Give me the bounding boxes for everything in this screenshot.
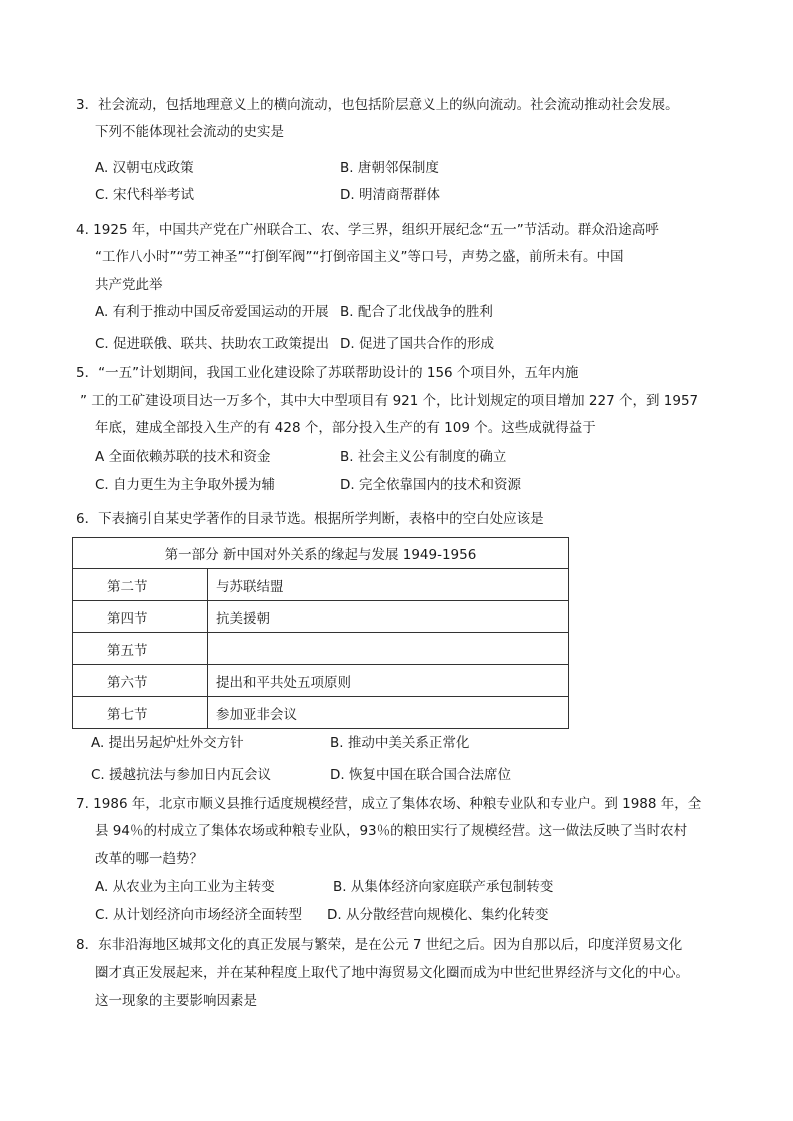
section-number: 第六节: [73, 665, 208, 697]
table-of-contents: [72, 537, 569, 729]
q3-option-d: D. 明清商帮群体: [340, 187, 440, 203]
q7-stem-line-2: 县 94％的村成立了集体农场或种粮专业队，93％的粮田实行了规模经营。这一做法反映了当时农村: [95, 823, 688, 839]
q3-stem-line-1: 3．社会流动，包括地理意义上的横向流动，也包括阶层意义上的纵向流动。社会流动推动社会发展。: [76, 97, 679, 113]
section-number: 第五节: [73, 633, 208, 665]
q7-option-a: A. 从农业为主向工业为主转变: [95, 879, 275, 895]
q6-option-a: A. 提出另起炉灶外交方针: [91, 735, 244, 751]
table-row: [73, 665, 569, 697]
q5-stem-line-1: 5．“一五”计划期间，我国工业化建设除了苏联帮助设计的 156 个项目外，五年内施: [76, 365, 579, 381]
section-title: 参加亚非会议: [208, 697, 569, 729]
q3-stem-line-2: 下列不能体现社会流动的史实是: [95, 124, 284, 140]
q8-stem-line-1: 8．东非沿海地区城邦文化的真正发展与繁荣，是在公元 7 世纪之后。因为自那以后，印度洋贸易文化: [76, 937, 683, 953]
table-title: 第一部分 新中国对外关系的缘起与发展 1949-1956: [73, 538, 569, 569]
section-number: 第二节: [73, 569, 208, 601]
section-title: 抗美援朝: [208, 601, 569, 633]
q6-option-c: C. 援越抗法与参加日内瓦会议: [91, 767, 272, 783]
q8-stem-line-2: 圈才真正发展起来，并在某种程度上取代了地中海贸易文化圈而成为中世纪世界经济与文化的中心。: [95, 965, 689, 981]
table-row: [73, 697, 569, 729]
q5-stem-line-3: 年底，建成全部投入生产的有 428 个，部分投入生产的有 109 个。这些成就得益于: [95, 420, 596, 436]
table-row: [73, 569, 569, 601]
q6-option-d: D. 恢复中国在联合国合法席位: [330, 767, 511, 783]
q3-option-a: A. 汉朝屯戍政策: [95, 160, 194, 176]
section-title: 提出和平共处五项原则: [208, 665, 569, 697]
section-title: 与苏联结盟: [208, 569, 569, 601]
table-row: [73, 601, 569, 633]
q4-stem-line-2: “工作八小时”“劳工神圣”“打倒军阀”“打倒帝国主义”等口号，声势之盛，前所未有。中国: [95, 249, 624, 265]
q3-option-b: B. 唐朝邻保制度: [340, 160, 439, 176]
q5-option-a: A 全面依赖苏联的技术和资金: [95, 449, 271, 465]
section-number: 第四节: [73, 601, 208, 633]
q7-option-b: B. 从集体经济向家庭联产承包制转变: [333, 879, 554, 895]
q5-option-d: D. 完全依靠国内的技术和资源: [340, 477, 521, 493]
q6-option-b: B. 推动中美关系正常化: [330, 735, 470, 751]
q4-option-b: B. 配合了北伐战争的胜利: [340, 304, 493, 320]
q8-stem-line-3: 这一现象的主要影响因素是: [95, 993, 257, 1009]
q6-stem: 6．下表摘引自某史学著作的目录节选。根据所学判断，表格中的空白处应该是: [76, 511, 544, 527]
q7-stem-line-3: 改革的哪一趋势？: [95, 851, 203, 867]
table-row: [73, 633, 569, 665]
q4-option-a: A. 有利于推动中国反帝爱国运动的开展: [95, 304, 329, 320]
q4-option-d: D. 促进了国共合作的形成: [340, 336, 494, 352]
q4-stem-line-1: 4. 1925 年，中国共产党在广州联合工、农、学三界，组织开展纪念“五一”节活动。群众沿途高呼: [76, 222, 659, 238]
q7-option-d: D. 从分散经营向规模化、集约化转变: [327, 907, 549, 923]
section-title-blank: [208, 633, 569, 665]
q7-stem-line-1: 7. 1986 年，北京市顺义县推行适度规模经营，成立了集体农场、种粮专业队和专业户。到 1988 年，全: [76, 796, 702, 812]
section-number: 第七节: [73, 697, 208, 729]
q7-option-c: C. 从计划经济向市场经济全面转型: [95, 907, 303, 923]
q3-option-c: C. 宋代科举考试: [95, 187, 195, 203]
q5-stem-line-2: ” 工的工矿建设项目达一万多个，其中大中型项目有 921 个，比计划规定的项目增加 227 个，到 1957: [80, 393, 699, 409]
table-header-row: [73, 538, 569, 569]
q5-option-b: B. 社会主义公有制度的确立: [340, 449, 507, 465]
q4-stem-line-3: 共产党此举: [95, 277, 163, 293]
q4-option-c: C. 促进联俄、联共、扶助农工政策提出: [95, 336, 330, 352]
q5-option-c: C. 自力更生为主争取外援为辅: [95, 477, 276, 493]
